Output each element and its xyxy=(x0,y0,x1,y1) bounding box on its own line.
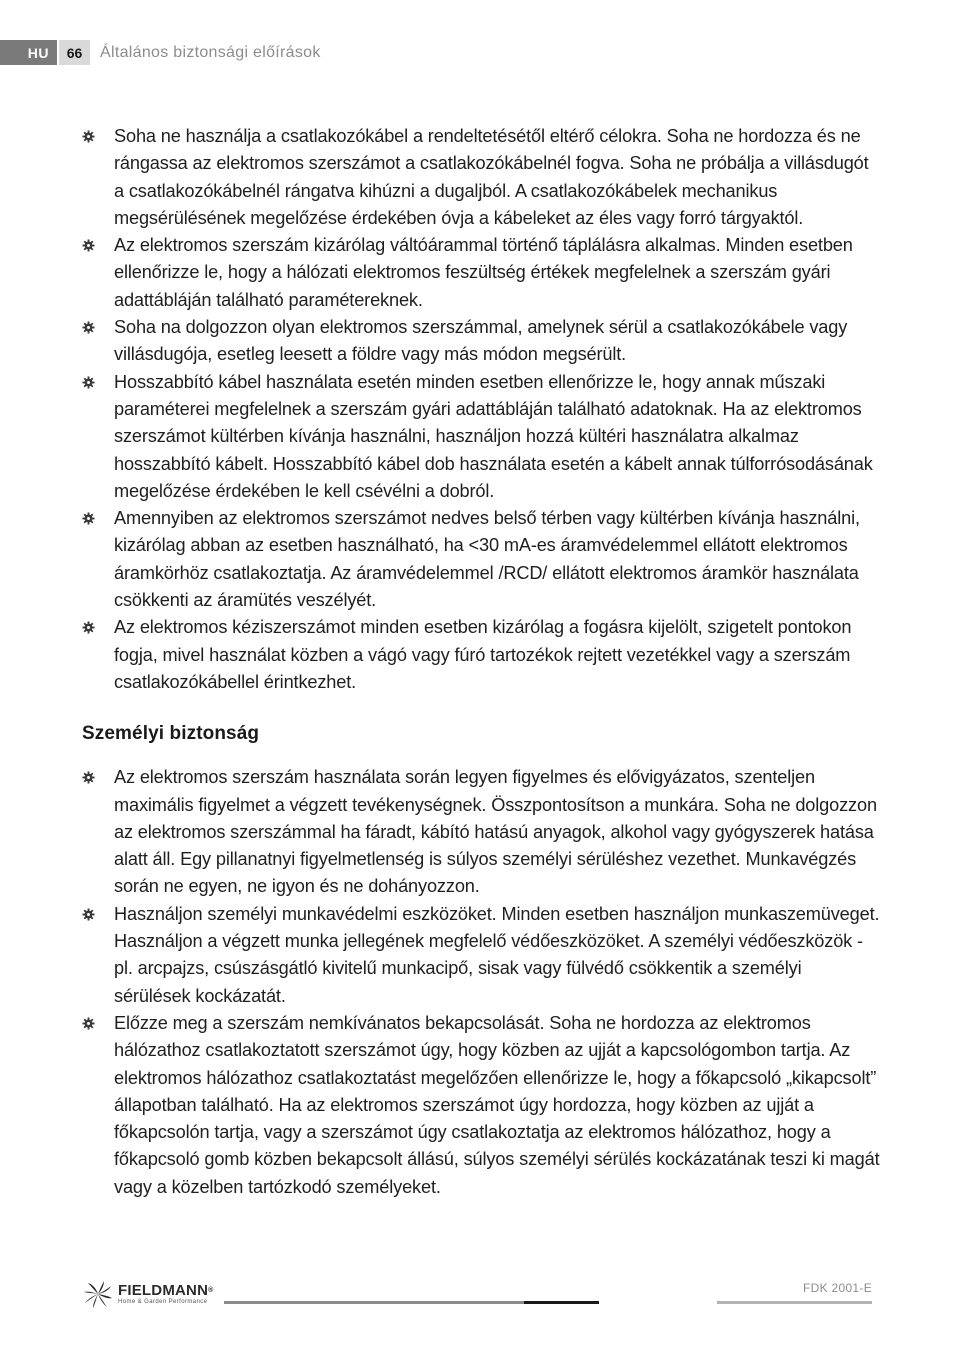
main-content xyxy=(82,123,882,1201)
list-item xyxy=(82,314,882,369)
brand-logo xyxy=(82,1278,213,1310)
list-item xyxy=(82,764,882,900)
list-item-text: Használjon személyi munkavédelmi eszközöket. Minden esetben használjon munkaszemüveget. Használjon a végzett munka jellegének megfelelő védőeszközöket. A személyi védőeszközök - pl. arcpajzs, csúszásgátló kivitelű munkacipő, sisak vagy fülvédő csökkentik a személyi sérülések kockázatát. xyxy=(114,903,880,1006)
list-item xyxy=(82,505,882,614)
logo-trademark: ® xyxy=(208,1286,214,1294)
gear-bullet-icon xyxy=(82,621,95,634)
gear-bullet-icon xyxy=(82,376,95,389)
logo-tagline: Home & Garden Performance xyxy=(118,1298,208,1305)
bullet-list-personal-safety xyxy=(82,764,882,1201)
gear-bullet-icon xyxy=(82,239,95,252)
gear-bullet-icon xyxy=(82,1017,95,1030)
list-item-text: Hosszabbító kábel használata esetén minden esetben ellenőrizze le, hogy annak műszaki paraméterei megfelelnek a szerszám gyári adattábláján található adatoknak. Ha az elektromos szerszámot kültérben kívánja használni, használjon hozzá kültéri használatra alkalmaz hosszabbító kábelt. Hosszabbító kábel dob használata esetén a kábelt annak túlforrósodásának megelőzése érdekében le kell csévélni a dobról. xyxy=(114,371,873,501)
list-item-text: Amennyiben az elektromos szerszámot nedves belső térben vagy kültérben kívánja használni, kizárólag abban az esetben használható, ha <30 mA-es áramvédelemmel ellátott elektromos áramkörhöz csatlakoztatja. Az áramvédelemmel /RCD/ ellátott elektromos áramkör használata csökkenti az áramütés veszélyét. xyxy=(114,508,860,611)
list-item-text: Az elektromos szerszám használata során legyen figyelmes és elővigyázatos, szenteljen maximális figyelmet a végzett tevékenységnek. Összpontosítson a munkára. Soha ne dolgozzon az elektromos szerszámmal ha fáradt, kábító hatású anyagok, alkohol vagy gyógyszerek hatása alatt áll. Egy pillanatnyi figyelmetlenség is súlyos személyi sérüléshez vezethet. Munkavégzés során ne egyen, ne igyon és ne dohányozzon. xyxy=(114,767,877,897)
section-header-title: Általános biztonsági előírások xyxy=(100,43,321,61)
page-number: 66 xyxy=(59,40,90,65)
gear-bullet-icon xyxy=(82,512,95,525)
list-item xyxy=(82,369,882,505)
list-item-text: Előzze meg a szerszám nemkívánatos bekapcsolását. Soha ne hordozza az elektromos hálózathoz csatlakoztatott szerszámot úgy, hogy közben az ujját a kapcsológombon tartja. Az elektromos hálózathoz csatlakoztatást megelőzően ellenőrizze le, hogy a főkapcsoló „kikapcsolt” állapotban található. Ha az elektromos szerszámot úgy hordozza, hogy közben az ujját a főkapcsolón tartja, vagy a szerszámot úgy csatlakoztatja az elektromos hálózathoz, hogy a főkapcsoló gomb közben bekapcsolt állású, súlyos személyi sérülés kockázatának teszi ki magát vagy a közelben tartózkodó személyeket. xyxy=(114,1012,880,1197)
fieldmann-swirl-logo-icon xyxy=(82,1278,114,1310)
gear-bullet-icon xyxy=(82,771,95,784)
list-item xyxy=(82,614,882,696)
footer-rule-grey xyxy=(224,1301,524,1304)
page-footer xyxy=(0,1272,954,1312)
list-item-text: Soha na dolgozzon olyan elektromos szerszámmal, amelynek sérül a csatlakozókábele vagy villásdugója, esetleg leesett a földre vagy más módon megsérült. xyxy=(114,317,848,365)
logo-text xyxy=(118,1283,213,1306)
list-item-text: Soha ne használja a csatlakozókábel a rendeltetésétől eltérő célokra. Soha ne hordozza és ne rángassa az elektromos szerszámot a csatlakozókábelnél fogva. Soha ne próbálja a villásdugót a csatlakozókábelnél rángatva kihúzni a dugaljból. A csatlakozókábelek mechanikus megsérülésének megelőzése érdekében óvja a kábeleket az éles vagy forró tárgyaktól. xyxy=(114,126,869,228)
gear-bullet-icon xyxy=(82,908,95,921)
model-number: FDK 2001-E xyxy=(802,1281,872,1295)
list-item xyxy=(82,1010,882,1201)
list-item xyxy=(82,901,882,1010)
page-header xyxy=(0,40,321,65)
gear-bullet-icon xyxy=(82,321,95,334)
footer-rule-light xyxy=(717,1301,872,1304)
list-item-text: Az elektromos kéziszerszámot minden esetben kizárólag a fogásra kijelölt, szigetelt pontokon fogja, mivel használat közben a vágó vagy fúró tartozékok rejtett vezetékkel vagy a szerszám csatlakozókábellel érintkezhet. xyxy=(114,617,852,692)
logo-brand-name: FIELDMANN xyxy=(118,1281,209,1299)
list-item xyxy=(82,232,882,314)
gear-bullet-icon xyxy=(82,130,95,143)
list-item-text: Az elektromos szerszám kizárólag váltóárammal történő táplálásra alkalmas. Minden esetben ellenőrizze le, hogy a hálózati elektromos feszültség értékek megfelelnek a szerszám gyári adattábláján található paramétereknek. xyxy=(114,235,853,310)
logo-name-line xyxy=(118,1283,213,1298)
language-tab: HU xyxy=(0,40,57,65)
bullet-list-general xyxy=(82,123,882,696)
footer-rule-dark xyxy=(524,1301,599,1304)
list-item xyxy=(82,123,882,232)
section-title-personal-safety: Személyi biztonság xyxy=(82,723,260,745)
